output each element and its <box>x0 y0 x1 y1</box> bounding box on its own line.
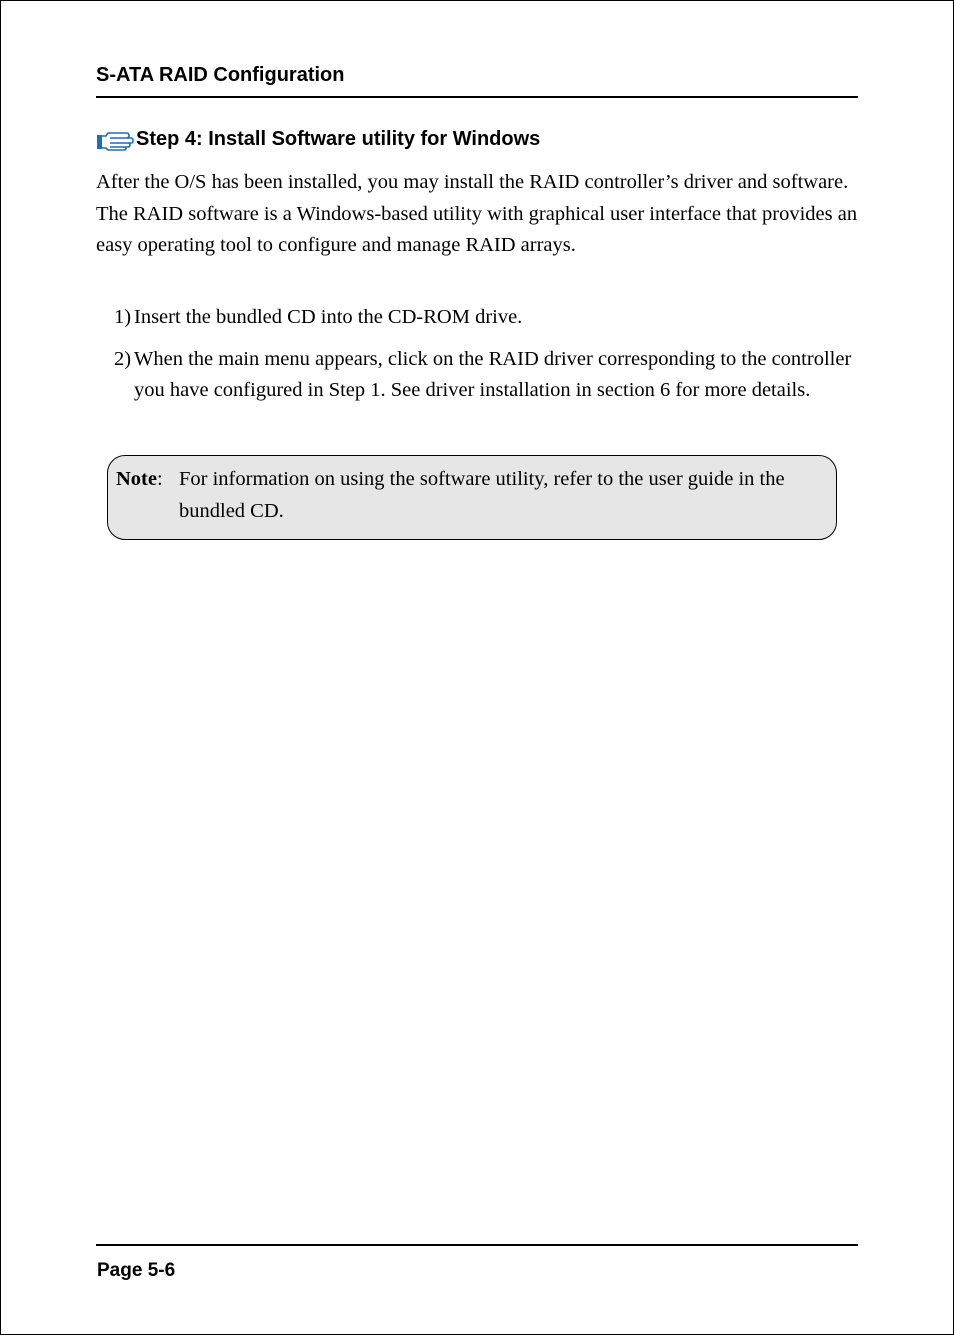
list-item-text: Insert the bundled CD into the CD-ROM drive. <box>134 306 523 328</box>
list-item-number: 2) <box>114 347 132 370</box>
page-number: Page 5-6 <box>97 1260 176 1281</box>
header-rule <box>96 96 858 98</box>
note-label-text: Note <box>116 468 157 490</box>
step-heading-text: Step 4: Install Software utility for Windows <box>136 128 541 150</box>
note-box <box>107 455 837 540</box>
running-header: S-ATA RAID Configuration <box>96 64 345 86</box>
note-label-colon: : <box>156 468 163 490</box>
list-item <box>96 344 866 407</box>
intro-paragraph: After the O/S has been installed, you may install the RAID controller’s driver and software. The RAID software is a Windows-based utility with graphical user interface that provides an easy operating tool to configure and manage RAID arrays. <box>96 171 858 256</box>
pointing-hand-icon <box>96 129 136 151</box>
step-heading <box>96 128 540 151</box>
list-item <box>96 302 866 334</box>
note-text: For information on using the software utility, refer to the user guide in the bundled CD. <box>179 468 785 522</box>
list-item-number: 1) <box>114 306 132 328</box>
step-list <box>96 302 866 417</box>
list-item-text: When the main menu appears, click on the RAID driver corresponding to the controller you have configured in Step 1. See driver installation in section 6 for more details. <box>134 347 852 401</box>
footer-rule <box>96 1244 858 1246</box>
note-label <box>116 464 163 496</box>
